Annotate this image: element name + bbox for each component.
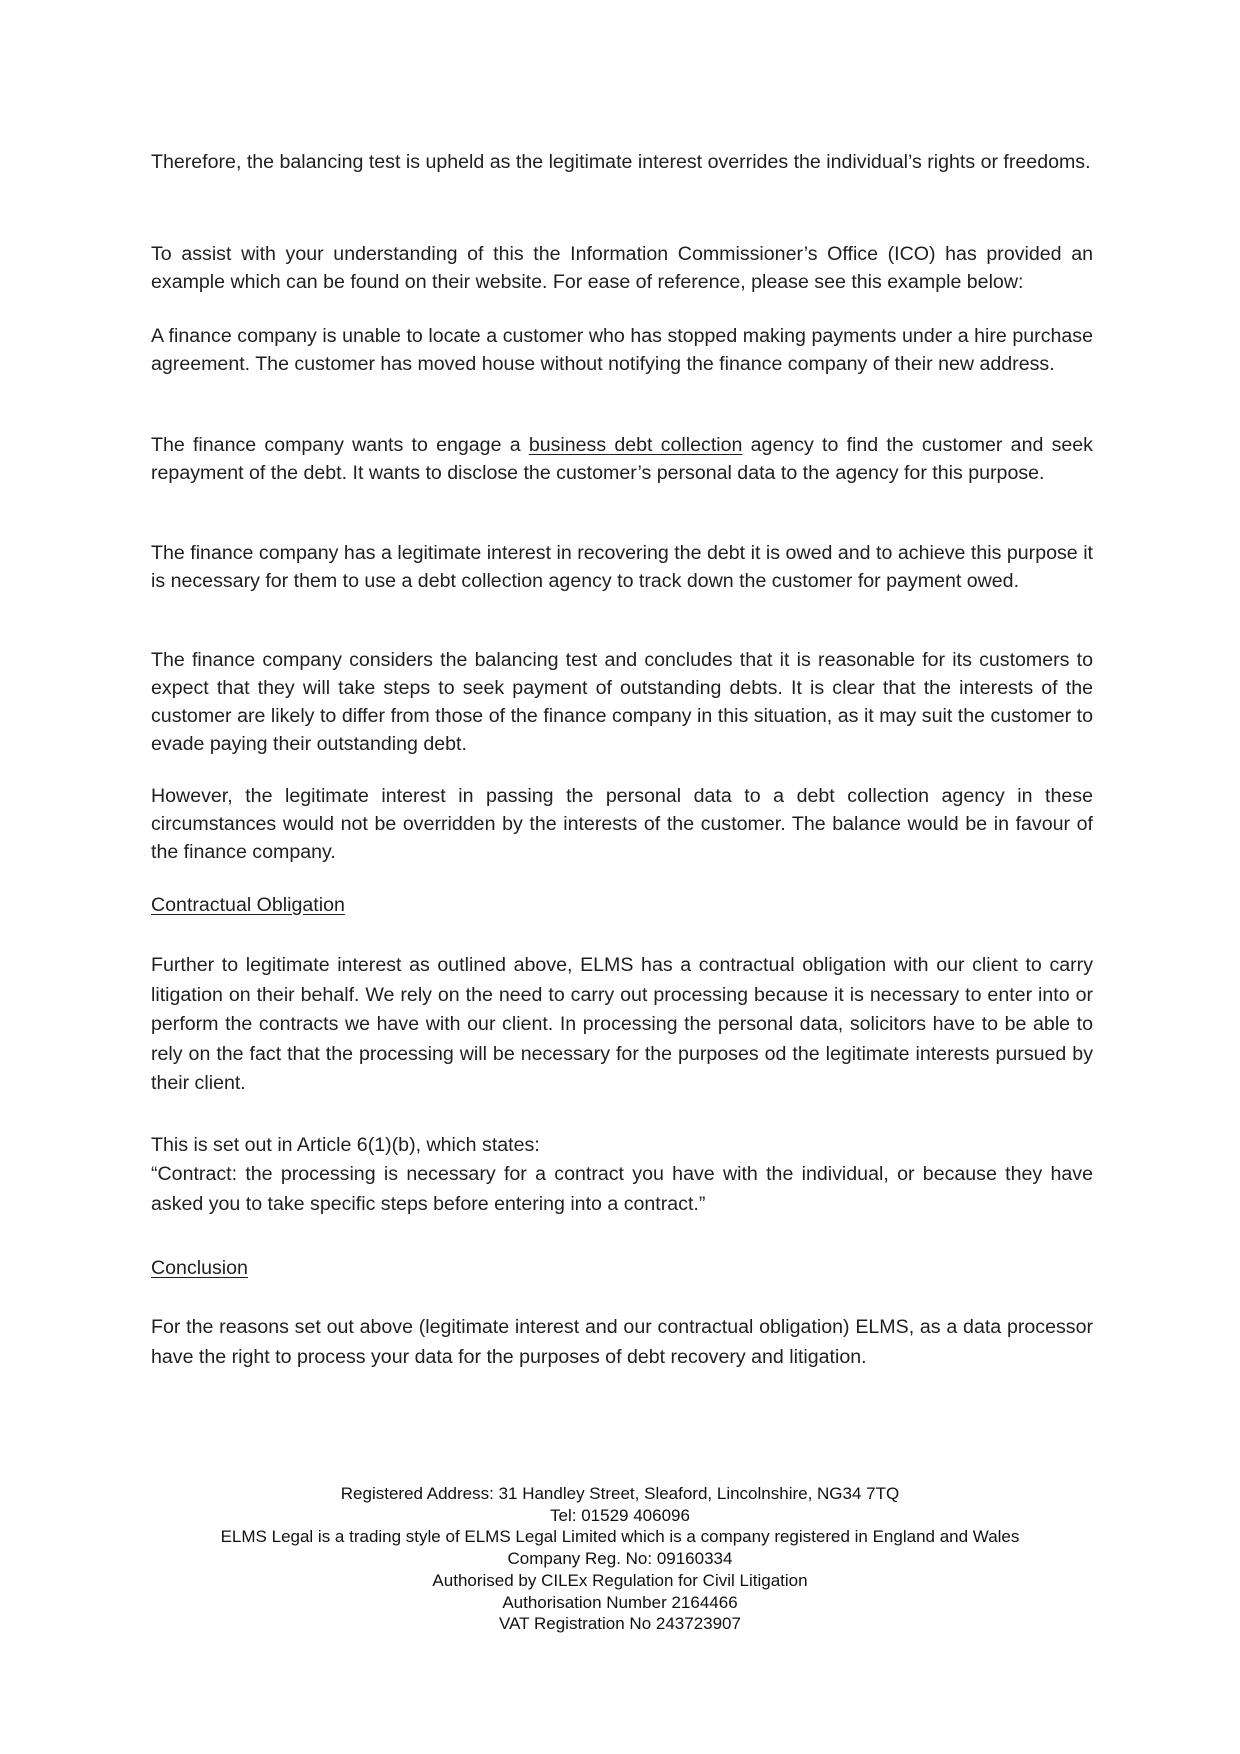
paragraph-balancing-test: Therefore, the balancing test is upheld as the legitimate interest overrides the individual’s rights or freedoms.	[151, 151, 1091, 173]
paragraph-finance-company-locate: A finance company is unable to locate a customer who has stopped making payments under a hire purchase agreement. The customer has moved house without notifying the finance company of their new address.	[151, 325, 1093, 375]
paragraph-balancing-test-conclusion: The finance company considers the balancing test and concludes that it is reasonable for its customers to expect that they will take steps to seek payment of outstanding debts. It is clear that the interests of the customer are likely to differ from those of the finance company in this situation, as it may suit the customer to evade paying their outstanding debt.	[151, 649, 1093, 755]
paragraph-debt-collection-text-before: The finance company wants to engage a	[151, 434, 529, 456]
paragraph-article-6-intro: This is set out in Article 6(1)(b), which states:	[151, 1134, 540, 1156]
footer-trading-style: ELMS Legal is a trading style of ELMS Legal Limited which is a company registered in England and Wales	[220, 1527, 1020, 1547]
paragraph-ico-example-intro: To assist with your understanding of this the Information Commissioner’s Office (ICO) has provided an example which can be found on their website. For ease of reference, please see this example below:	[151, 243, 1093, 293]
footer-telephone: Tel: 01529 406096	[550, 1505, 690, 1525]
footer-authorisation-number: Authorisation Number 2164466	[502, 1592, 738, 1612]
paragraph-debt-collection-text-after: agency to find the customer and seek repayment of the debt. It wants to disclose the customer’s personal data to the agency for this purpose.	[151, 434, 1093, 484]
heading-conclusion: Conclusion	[151, 1257, 248, 1279]
page-footer	[0, 1483, 1240, 1635]
paragraph-debt-collection-agency	[151, 431, 1093, 487]
heading-contractual-obligation: Contractual Obligation	[151, 894, 345, 916]
paragraph-legitimate-interest-recovery: The finance company has a legitimate interest in recovering the debt it is owed and to achieve this purpose it is necessary for them to use a debt collection agency to track down the customer for payment owed.	[151, 542, 1093, 592]
business-debt-collection-link[interactable]: business debt collection	[528, 434, 743, 456]
paragraph-conclusion: For the reasons set out above (legitimate interest and our contractual obligation) ELMS, as a data processor have the right to process your data for the purposes of debt recovery and litigation.	[151, 1316, 1093, 1368]
footer-company-reg: Company Reg. No: 09160334	[507, 1549, 733, 1569]
footer-authorised-by: Authorised by CILEx Regulation for Civil Litigation	[432, 1570, 808, 1590]
footer-vat-registration: VAT Registration No 243723907	[499, 1614, 741, 1634]
paragraph-not-overridden: However, the legitimate interest in passing the personal data to a debt collection agency in these circumstances would not be overridden by the interests of the customer. The balance would be in favour of the finance company.	[151, 785, 1093, 863]
paragraph-contractual-obligation: Further to legitimate interest as outlined above, ELMS has a contractual obligation with our client to carry litigation on their behalf. We rely on the need to carry out processing because it is necessary to enter into or perform the contracts we have with our client. In processing the personal data, solicitors have to be able to rely on the fact that the processing will be necessary for the purposes od the legitimate interests pursued by their client.	[151, 954, 1093, 1095]
footer-registered-address: Registered Address: 31 Handley Street, Sleaford, Lincolnshire, NG34 7TQ	[340, 1484, 900, 1503]
paragraph-article-6-quote: “Contract: the processing is necessary for a contract you have with the individual, or because they have asked you to take specific steps before entering into a contract.”	[151, 1163, 1093, 1215]
